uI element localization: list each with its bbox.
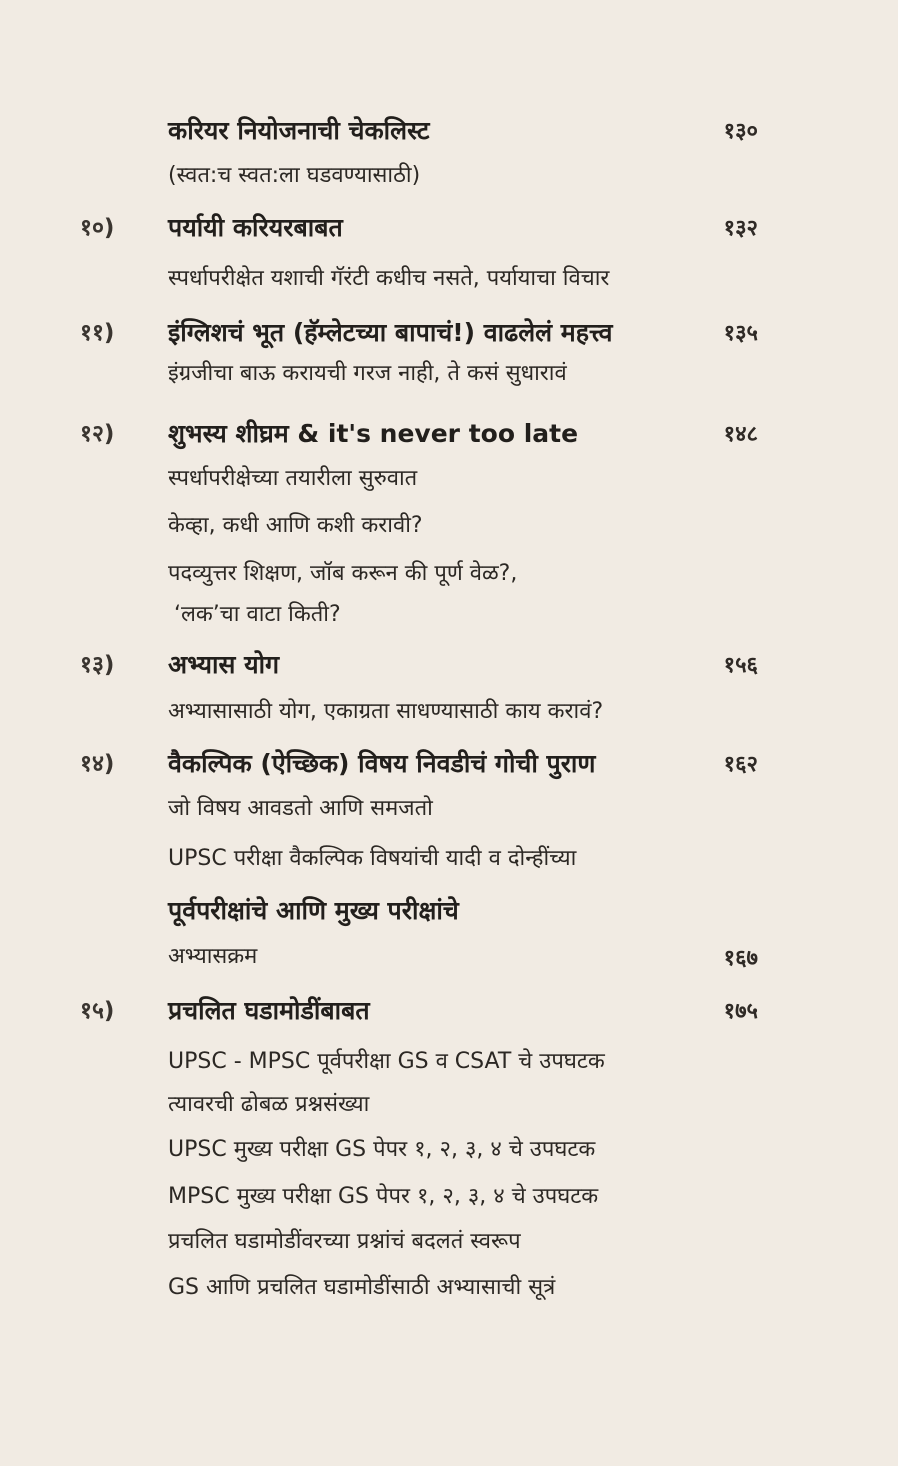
entry-subline: MPSC मुख्य परीक्षा GS पेपर १, २, ३, ४ चे उपघटक [168, 1184, 599, 1209]
entry-title: प्रचलित घडामोडींबाबत [168, 996, 370, 1025]
entry-page-number: १३५ [723, 321, 758, 346]
entry-number: १४) [80, 751, 115, 777]
entry-subline: (स्वत:च स्वत:ला घडवण्यासाठी) [168, 163, 421, 188]
entry-title: शुभस्य शीघ्रम & it's never too late [168, 419, 579, 448]
entry-subline: इंग्रजीचा बाऊ करायची गरज नाही, ते कसं सुधारावं [168, 361, 567, 386]
entry-page-number: १६२ [723, 752, 758, 777]
entry-number: १२) [80, 421, 115, 447]
entry-subline: GS आणि प्रचलित घडामोडींसाठी अभ्यासाची सूत्रं [168, 1275, 556, 1300]
entry-subline: UPSC मुख्य परीक्षा GS पेपर १, २, ३, ४ चे उपघटक [168, 1137, 596, 1162]
entry-title: इंग्लिशचं भूत (हॅम्लेटच्या बापाचं!) वाढलेलं महत्त्व [168, 318, 613, 347]
entry-subline: अभ्यासासाठी योग, एकाग्रता साधण्यासाठी काय करावं? [168, 699, 604, 724]
entry-number: ११) [80, 320, 115, 346]
entry-subline: UPSC परीक्षा वैकल्पिक विषयांची यादी व दोन्हींच्या [168, 846, 577, 871]
entry-page-number: १६७ [723, 946, 758, 971]
entry-title: वैकल्पिक (ऐच्छिक) विषय निवडीचं गोची पुराण [168, 749, 596, 778]
entry-subline: UPSC - MPSC पूर्वपरीक्षा GS व CSAT चे उपघटक [168, 1049, 605, 1074]
entry-page-number: १३२ [723, 216, 758, 241]
entry-subline: केव्हा, कधी आणि कशी करावी? [168, 513, 423, 538]
entry-title: पर्यायी करियरबाबत [168, 213, 343, 242]
entry-subline: जो विषय आवडतो आणि समजतो [168, 796, 433, 821]
entry-page-number: १७५ [723, 999, 758, 1024]
entry-subline: पदव्युत्तर शिक्षण, जॉब करून की पूर्ण वेळ?, [168, 561, 518, 586]
entry-title: पूर्वपरीक्षांचे आणि मुख्य परीक्षांचे [168, 896, 459, 925]
entry-number: १०) [80, 215, 115, 241]
entry-page-number: १३० [723, 119, 758, 144]
entry-subline: अभ्यासक्रम [168, 944, 258, 969]
entry-page-number: १५६ [723, 653, 758, 678]
entry-subline: स्पर्धापरीक्षेच्या तयारीला सुरुवात [168, 466, 418, 491]
entry-number: १३) [80, 652, 115, 678]
entry-subline: स्पर्धापरीक्षेत यशाची गॅरंटी कधीच नसते, पर्यायाचा विचार [168, 266, 610, 291]
entry-subline: प्रचलित घडामोडींवरच्या प्रश्नांचं बदलतं स्वरूप [168, 1229, 521, 1254]
entry-title: अभ्यास योग [168, 650, 280, 679]
entry-subline: त्यावरची ढोबळ प्रश्नसंख्या [168, 1092, 370, 1117]
entry-page-number: १४८ [723, 422, 758, 447]
entry-number: १५) [80, 998, 115, 1024]
entry-title: करियर नियोजनाची चेकलिस्ट [168, 116, 430, 145]
entry-subline: ‘लक’चा वाटा किती? [174, 602, 341, 627]
